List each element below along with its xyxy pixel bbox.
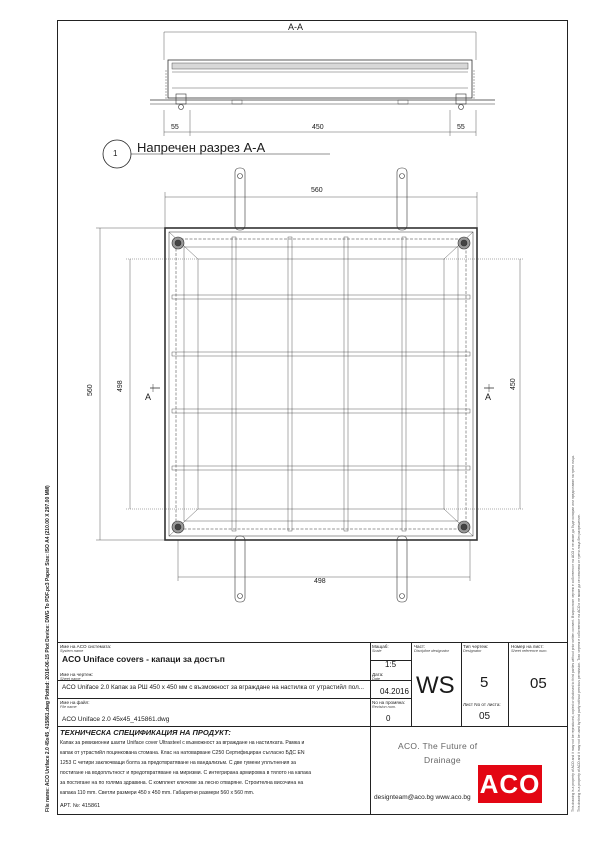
article-number: АРТ. №: 415861 (60, 803, 101, 809)
left-margin-plot-info: File name: ACO Uniface 2.0 45x45_415861.dwg Plotted: 2016-06-15 Plot Device: DWG To PDF.pc3 Paper Size: ISO A4 (210.00 X 297.00 MM) (45, 485, 51, 812)
dim-plan-right: 450 (510, 378, 517, 390)
ref-label-en: Sheet reference num. (511, 649, 548, 653)
system-label: Име на ACO системата: (60, 644, 112, 649)
sheet-label-en: Sheet name (60, 677, 81, 681)
spec-line: 1253 С четири заключващи болта за предотвратяване на вандализъм. С две гумени уплътнения за (60, 760, 296, 766)
date-label-en: Date (372, 677, 381, 681)
system-label-en: System name (60, 649, 84, 653)
dim-section-right: 55 (457, 124, 465, 131)
type-value: 5 (480, 674, 489, 691)
brand-tagline-1: ACO. The Future of (398, 741, 478, 751)
system-name: ACO Uniface covers - капаци за достъп (62, 654, 225, 664)
section-title-text: Напречен разрез A-A (137, 140, 266, 155)
dim-plan-left-inner: 498 (117, 380, 124, 392)
sheet-no-value: 05 (479, 711, 491, 722)
scale-label-en: Scale (372, 649, 382, 653)
dim-plan-bottom: 498 (314, 578, 326, 585)
brand-contact: designteam@aco.bg www.aco.bg (374, 794, 471, 801)
scale-label: Мащаб: (372, 644, 389, 649)
spec-line: капак от утрастийл поцинкована стомана. Клас на натоварване C250 Сертифициран съгласно БДС EN (60, 750, 305, 756)
revision-label: No на промяна: (372, 700, 406, 705)
ref-value: 05 (530, 675, 547, 692)
sheet-name: ACO Uniface 2.0 Капак за РШ 450 x 450 мм с възможност за вграждане на настилка от утрастийл пол... (62, 684, 365, 691)
sheet-no-label: Лист No от листа: (463, 702, 501, 707)
file-label: Име на файл: (60, 700, 90, 705)
spec-line: за постигане на по голяма здравина. С комплект ключове за лесно отваряне. Строителна височина на (60, 780, 304, 786)
section-title-number: 1 (113, 149, 118, 158)
date-label: Дата: (372, 672, 384, 677)
type-label-en: Designator (463, 649, 482, 653)
dim-plan-top: 560 (311, 187, 323, 194)
spec-line: Капак за ревизионни шахти Uniface cover Ultrasteel с възможност за вграждане на настилката. Рамка и (60, 740, 305, 746)
aco-logo-text: ACO (479, 769, 541, 799)
dim-plan-left-outer: 560 (87, 384, 94, 396)
dim-section-middle: 450 (312, 124, 324, 131)
scale-value: 1:5 (385, 660, 397, 669)
dim-section-left: 55 (171, 124, 179, 131)
section-marker: A-A (288, 22, 304, 32)
type-label: Тип чертеж: (463, 644, 489, 649)
plan-view (96, 168, 524, 602)
date-value: 04.2016 (380, 687, 409, 696)
revision-value: 0 (386, 714, 391, 723)
cut-label-left: A (145, 392, 152, 402)
cut-label-right: A (485, 392, 492, 402)
spec-heading: ТЕХНИЧЕСКА СПЕЦИФИКАЦИЯ НА ПРОДУКТ: (60, 728, 231, 737)
discipline-label: Част: (414, 644, 426, 649)
discipline-value: WS (416, 672, 455, 699)
right-margin-copyright-1: This drawing is a property of ACO and it may not be reproduced, copied or disclosed to third parties without prior written consent. Въпросният чертеж е собственост на ACO и не може да бъде копиран или предоставян на трети лица. (571, 455, 575, 812)
spec-body (60, 738, 368, 798)
spec-line: капака 110 mm. Светли размери 450 x 450 mm. Габаритни размери 560 x 560 mm. (60, 790, 255, 796)
ref-label: Номер на лист: (511, 644, 544, 649)
sheet-label: Име на чертеж: (60, 672, 93, 677)
file-label-en: File name (60, 705, 77, 709)
aco-logo (478, 765, 542, 803)
brand-tagline-2: Drainage (424, 755, 461, 765)
section-view (150, 32, 495, 136)
revision-label-en: Revision num. (372, 705, 397, 709)
spec-line: постигане на водоплътност и предотвратяване на миризми. С интегрирана армировка в тялото на капака (60, 770, 312, 776)
right-margin-copyright-2: This drawing is a property of ACO and it may not be used by third party without previous permission. Този чертеж е собственост на ACO и не може да се използва от трети лица без разрешение. (577, 514, 581, 812)
file-name: ACO Uniface 2.0 45x45_415861.dwg (62, 716, 170, 723)
discipline-label-en: Discipline designator (414, 649, 450, 653)
